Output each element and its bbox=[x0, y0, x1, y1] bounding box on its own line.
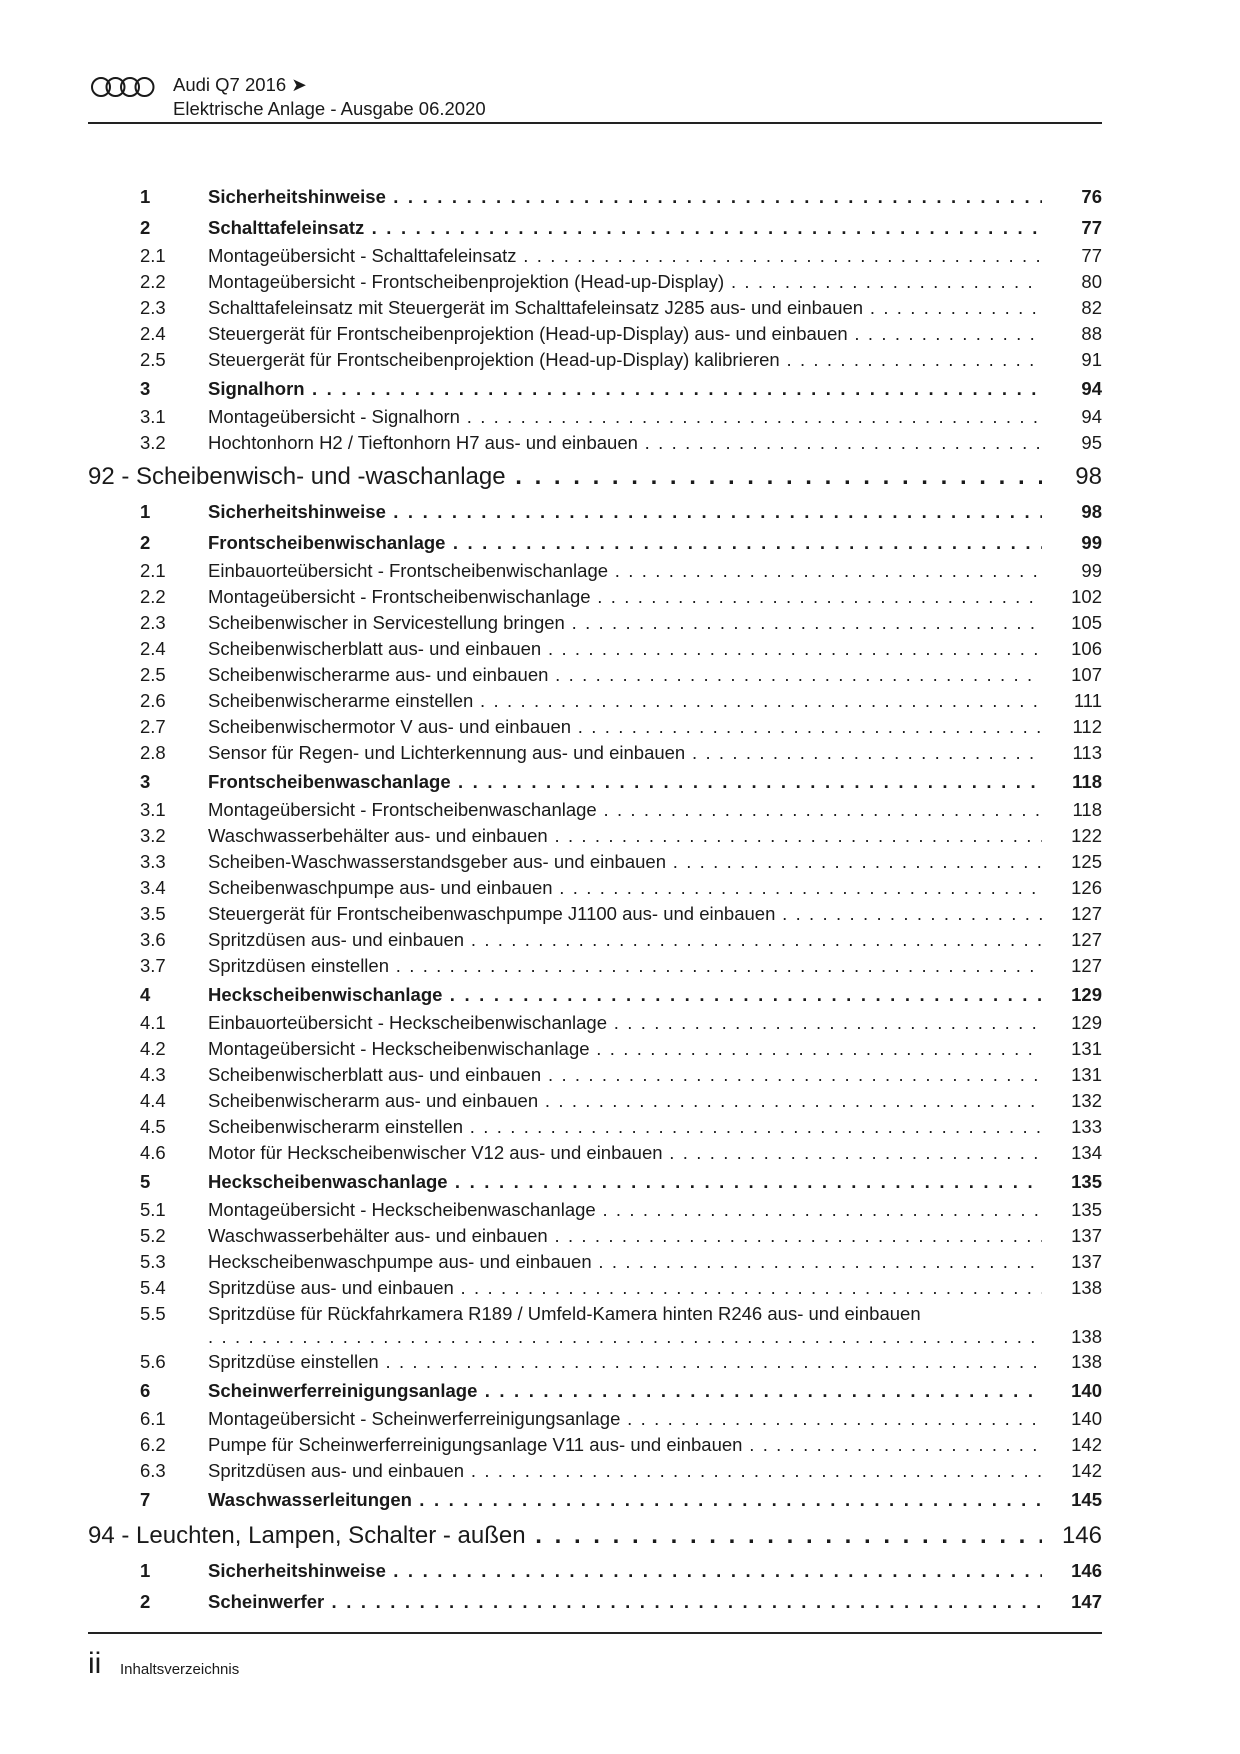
toc-entry-title: Scheibenwischer in Servicestellung bringen . . . bbox=[208, 612, 1042, 634]
toc-entry-number: 4.3 bbox=[140, 1064, 166, 1085]
toc-entry-title: Scheibenwischerarm aus- und einbauen . . . bbox=[208, 1090, 1042, 1112]
audi-rings-logo bbox=[90, 76, 156, 98]
toc-entry-page: 134 bbox=[1071, 1142, 1102, 1163]
footer-page-number: ii bbox=[88, 1647, 102, 1680]
toc-entry-row[interactable] bbox=[88, 609, 1102, 635]
toc-entry-page: 131 bbox=[1071, 1064, 1102, 1085]
toc-entry-page: 88 bbox=[1081, 323, 1102, 344]
toc-entry-row[interactable] bbox=[88, 952, 1102, 978]
toc-entry-number: 3.2 bbox=[140, 432, 166, 453]
toc-entry-number: 7 bbox=[140, 1489, 151, 1510]
toc-entry-page: 142 bbox=[1071, 1434, 1102, 1455]
toc-entry-page: 102 bbox=[1071, 586, 1102, 607]
toc-entry-title: Steuergerät für Frontscheibenwaschpumpe J1100 aus- und einbauen . . . bbox=[208, 903, 1042, 925]
toc-entry-title: Scheibenwischerarm einstellen . . . bbox=[208, 1116, 1042, 1138]
toc-entry-row[interactable] bbox=[88, 1113, 1102, 1139]
toc-entry-number: 5.3 bbox=[140, 1251, 166, 1272]
toc-entry-title: Heckscheibenwaschanlage . . . bbox=[208, 1171, 1042, 1193]
toc-entry-page: 133 bbox=[1071, 1116, 1102, 1137]
toc-entry-row[interactable] bbox=[88, 1300, 1102, 1348]
toc-entry-number: 3.1 bbox=[140, 406, 166, 427]
toc-entry-page: 137 bbox=[1071, 1251, 1102, 1272]
toc-entry-title: Scheibenwaschpumpe aus- und einbauen . . . bbox=[208, 877, 1042, 899]
toc-entry-number: 2.2 bbox=[140, 271, 166, 292]
toc-entry-title: Heckscheibenwischanlage . . . bbox=[208, 984, 1042, 1006]
table-of-contents bbox=[88, 180, 1102, 1616]
toc-entry-page: 98 bbox=[1075, 463, 1102, 490]
toc-entry-title: Scheibenwischerblatt aus- und einbauen . . . bbox=[208, 638, 1042, 660]
toc-entry-number: 2.1 bbox=[140, 560, 166, 581]
toc-entry-title: Hochtonhorn H2 / Tieftonhorn H7 aus- und einbauen . . . bbox=[208, 432, 1042, 454]
toc-entry-page: 118 bbox=[1072, 799, 1102, 820]
toc-entry-page: 135 bbox=[1071, 1171, 1102, 1192]
toc-entry-number: 2.3 bbox=[140, 612, 166, 633]
toc-entry-page: 99 bbox=[1081, 560, 1102, 581]
toc-entry-title: Scheinwerferreinigungsanlage . . . bbox=[208, 1380, 1042, 1402]
toc-entry-number: 6.3 bbox=[140, 1460, 166, 1481]
toc-entry-page: 82 bbox=[1081, 297, 1102, 318]
toc-entry-row[interactable] bbox=[88, 1061, 1102, 1087]
toc-entry-title: Motor für Heckscheibenwischer V12 aus- und einbauen . . . bbox=[208, 1142, 1042, 1164]
toc-entry-title: Spritzdüse für Rückfahrkamera R189 / Umfeld-Kamera hinten R246 aus- und einbauen bbox=[208, 1303, 921, 1324]
toc-entry-number: 5.6 bbox=[140, 1351, 166, 1372]
toc-entry-row[interactable] bbox=[88, 1165, 1102, 1196]
toc-entry-number: 2.3 bbox=[140, 297, 166, 318]
toc-entry-row[interactable] bbox=[88, 713, 1102, 739]
toc-entry-row[interactable] bbox=[88, 180, 1102, 211]
toc-entry-page: 76 bbox=[1081, 186, 1102, 207]
toc-entry-page: 142 bbox=[1071, 1460, 1102, 1481]
toc-entry-number: 3.5 bbox=[140, 903, 166, 924]
toc-entry-row[interactable] bbox=[88, 429, 1102, 455]
toc-entry-number: 3 bbox=[140, 378, 151, 399]
toc-entry-page: 94 bbox=[1081, 406, 1102, 427]
toc-entry-number: 3.4 bbox=[140, 877, 166, 898]
toc-entry-row[interactable] bbox=[88, 1009, 1102, 1035]
toc-entry-number: 2.5 bbox=[140, 664, 166, 685]
toc-entry-title: 94 - Leuchten, Lampen, Schalter - außen . . . bbox=[88, 1522, 1042, 1550]
toc-entry-page: 80 bbox=[1081, 271, 1102, 292]
toc-entry-number: 2.5 bbox=[140, 349, 166, 370]
toc-entry-number: 2.6 bbox=[140, 690, 166, 711]
toc-entry-number: 3.3 bbox=[140, 851, 166, 872]
toc-entry-page: 105 bbox=[1071, 612, 1102, 633]
toc-entry-title: Spritzdüsen aus- und einbauen . . . bbox=[208, 1460, 1042, 1482]
toc-entry-row[interactable] bbox=[88, 583, 1102, 609]
toc-entry-title: Montageübersicht - Frontscheibenprojektion (Head-up-Display) . . . bbox=[208, 271, 1042, 293]
toc-entry-title: Spritzdüsen aus- und einbauen . . . bbox=[208, 929, 1042, 951]
toc-entry-page: 138 bbox=[1071, 1277, 1102, 1298]
toc-entry-title: Scheibenwischerarme einstellen . . . bbox=[208, 690, 1042, 712]
toc-entry-title: Scheiben-Waschwasserstandsgeber aus- und einbauen . . . bbox=[208, 851, 1042, 873]
toc-entry-title: Frontscheibenwischanlage . . . bbox=[208, 532, 1042, 554]
toc-entry-page: 140 bbox=[1071, 1408, 1102, 1429]
toc-entry-row[interactable] bbox=[88, 211, 1102, 242]
toc-entry-row[interactable] bbox=[88, 635, 1102, 661]
toc-entry-number: 5.1 bbox=[140, 1199, 166, 1220]
document-subtitle: Elektrische Anlage - Ausgabe 06.2020 bbox=[173, 98, 486, 119]
toc-entry-row[interactable] bbox=[88, 1196, 1102, 1222]
toc-entry-page: 118 bbox=[1072, 771, 1102, 792]
toc-entry-row[interactable] bbox=[88, 294, 1102, 320]
footer-divider bbox=[88, 1632, 1102, 1634]
toc-entry-row[interactable] bbox=[88, 687, 1102, 713]
toc-entry-row[interactable] bbox=[88, 1405, 1102, 1431]
toc-entry-page: 112 bbox=[1072, 716, 1102, 737]
toc-entry-number: 4.2 bbox=[140, 1038, 166, 1059]
toc-entry-row[interactable] bbox=[88, 1431, 1102, 1457]
toc-entry-title: Steuergerät für Frontscheibenprojektion (Head-up-Display) aus- und einbauen . . . bbox=[208, 323, 1042, 345]
toc-entry-number: 2.4 bbox=[140, 323, 166, 344]
toc-entry-number: 4.5 bbox=[140, 1116, 166, 1137]
toc-entry-number: 4.1 bbox=[140, 1012, 166, 1033]
toc-entry-page: 146 bbox=[1061, 1522, 1102, 1549]
toc-entry-page: 127 bbox=[1071, 955, 1102, 976]
toc-entry-number: 3.6 bbox=[140, 929, 166, 950]
toc-entry-title: Spritzdüsen einstellen . . . bbox=[208, 955, 1042, 977]
toc-entry-page: 98 bbox=[1081, 501, 1102, 522]
toc-entry-page: 126 bbox=[1071, 877, 1102, 898]
toc-entry-page: 127 bbox=[1071, 903, 1102, 924]
toc-entry-page: 129 bbox=[1071, 1012, 1102, 1033]
toc-entry-title: Montageübersicht - Signalhorn . . . bbox=[208, 406, 1042, 428]
toc-entry-number: 6.2 bbox=[140, 1434, 166, 1455]
toc-entry-page: 91 bbox=[1081, 349, 1102, 370]
toc-entry-page: 140 bbox=[1071, 1380, 1102, 1401]
toc-entry-row[interactable] bbox=[88, 739, 1102, 765]
toc-entry-title: Einbauorteübersicht - Frontscheibenwischanlage . . . bbox=[208, 560, 1042, 582]
toc-entry-number: 5.5 bbox=[140, 1303, 166, 1324]
toc-entry-page: 138 bbox=[1071, 1326, 1102, 1347]
toc-entry-number: 3 bbox=[140, 771, 151, 792]
page-header bbox=[88, 72, 1102, 124]
toc-entry-page: 122 bbox=[1071, 825, 1102, 846]
toc-entry-number: 5 bbox=[140, 1171, 151, 1192]
toc-entry-number: 4.6 bbox=[140, 1142, 166, 1163]
toc-entry-page: 77 bbox=[1081, 245, 1102, 266]
toc-entry-title: Frontscheibenwaschanlage . . . bbox=[208, 771, 1042, 793]
toc-entry-row[interactable] bbox=[88, 320, 1102, 346]
toc-entry-row[interactable] bbox=[88, 1457, 1102, 1483]
toc-entry-row[interactable] bbox=[88, 1248, 1102, 1274]
toc-entry-number: 6 bbox=[140, 1380, 151, 1401]
toc-entry-title: Signalhorn . . . bbox=[208, 378, 1042, 400]
toc-entry-row[interactable] bbox=[88, 526, 1102, 557]
toc-entry-title: Heckscheibenwaschpumpe aus- und einbauen . . . bbox=[208, 1251, 1042, 1273]
toc-entry-number: 2 bbox=[140, 1591, 151, 1612]
toc-entry-title: Schalttafeleinsatz mit Steuergerät im Schalttafeleinsatz J285 aus- und einbauen . . . bbox=[208, 297, 1042, 319]
toc-entry-row[interactable] bbox=[88, 1554, 1102, 1585]
toc-entry-title: Montageübersicht - Heckscheibenwischanlage . . . bbox=[208, 1038, 1042, 1060]
toc-entry-number: 4 bbox=[140, 984, 151, 1005]
toc-entry-title: Montageübersicht - Frontscheibenwaschanlage . . . bbox=[208, 799, 1042, 821]
toc-entry-number: 2.4 bbox=[140, 638, 166, 659]
toc-entry-title: Sicherheitshinweise . . . bbox=[208, 501, 1042, 523]
toc-entry-number: 6.1 bbox=[140, 1408, 166, 1429]
toc-entry-page: 131 bbox=[1071, 1038, 1102, 1059]
toc-entry-number: 5.2 bbox=[140, 1225, 166, 1246]
toc-entry-number: 4.4 bbox=[140, 1090, 166, 1111]
toc-entry-row[interactable] bbox=[88, 1348, 1102, 1374]
document-brand: Audi Q7 2016 ➤ bbox=[173, 74, 307, 95]
toc-entry-title: Sicherheitshinweise . . . bbox=[208, 186, 1042, 208]
toc-entry-row[interactable] bbox=[88, 242, 1102, 268]
toc-entry-row[interactable] bbox=[88, 1374, 1102, 1405]
toc-entry-title: Spritzdüse einstellen . . . bbox=[208, 1351, 1042, 1373]
toc-entry-title: Waschwasserleitungen . . . bbox=[208, 1489, 1042, 1511]
toc-entry-number: 3.2 bbox=[140, 825, 166, 846]
toc-entry-title: Spritzdüse aus- und einbauen . . . bbox=[208, 1277, 1042, 1299]
toc-entry-page: 94 bbox=[1081, 378, 1102, 399]
toc-entry-title: Einbauorteübersicht - Heckscheibenwischanlage . . . bbox=[208, 1012, 1042, 1034]
toc-entry-title: Steuergerät für Frontscheibenprojektion (Head-up-Display) kalibrieren . . . bbox=[208, 349, 1042, 371]
toc-entry-number: 2.7 bbox=[140, 716, 166, 737]
toc-entry-title: Montageübersicht - Scheinwerferreinigungsanlage . . . bbox=[208, 1408, 1042, 1430]
toc-entry-page: 137 bbox=[1071, 1225, 1102, 1246]
toc-entry-number: 2 bbox=[140, 532, 151, 553]
toc-entry-page: 135 bbox=[1071, 1199, 1102, 1220]
toc-entry-row[interactable] bbox=[88, 403, 1102, 429]
toc-entry-row[interactable] bbox=[88, 1035, 1102, 1061]
toc-entry-row[interactable] bbox=[88, 978, 1102, 1009]
toc-entry-row[interactable] bbox=[88, 848, 1102, 874]
toc-entry-row[interactable] bbox=[88, 900, 1102, 926]
toc-entry-row[interactable] bbox=[88, 1222, 1102, 1248]
toc-entry-title: Schalttafeleinsatz . . . bbox=[208, 217, 1042, 239]
toc-entry-title: Montageübersicht - Frontscheibenwischanlage . . . bbox=[208, 586, 1042, 608]
toc-entry-title: Scheibenwischermotor V aus- und einbauen . . . bbox=[208, 716, 1042, 738]
toc-entry-number: 5.4 bbox=[140, 1277, 166, 1298]
toc-entry-number: 2.2 bbox=[140, 586, 166, 607]
toc-chapter-row[interactable] bbox=[88, 455, 1102, 495]
toc-entry-row[interactable] bbox=[88, 765, 1102, 796]
toc-entry-page: 77 bbox=[1081, 217, 1102, 238]
toc-entry-number: 1 bbox=[140, 186, 151, 207]
toc-entry-number: 1 bbox=[140, 1560, 151, 1581]
toc-entry-title: Montageübersicht - Heckscheibenwaschanlage . . . bbox=[208, 1199, 1042, 1221]
toc-entry-row[interactable] bbox=[88, 1585, 1102, 1616]
toc-entry-page: 125 bbox=[1071, 851, 1102, 872]
toc-entry-row[interactable] bbox=[88, 661, 1102, 687]
toc-entry-title: Scheibenwischerblatt aus- und einbauen . . . bbox=[208, 1064, 1042, 1086]
toc-entry-title: Sicherheitshinweise . . . bbox=[208, 1560, 1042, 1582]
toc-entry-page: 113 bbox=[1072, 742, 1102, 763]
toc-entry-title: Scheinwerfer . . . bbox=[208, 1591, 1042, 1613]
toc-entry-page: 145 bbox=[1071, 1489, 1102, 1510]
toc-entry-title: Scheibenwischerarme aus- und einbauen . . . bbox=[208, 664, 1042, 686]
toc-entry-page: 146 bbox=[1071, 1560, 1102, 1581]
toc-entry-row[interactable] bbox=[88, 268, 1102, 294]
toc-entry-title: 92 - Scheibenwisch- und -waschanlage . . . bbox=[88, 463, 1042, 491]
toc-entry-title: Sensor für Regen- und Lichterkennung aus- und einbauen . . . bbox=[208, 742, 1042, 764]
toc-entry-page: 111 bbox=[1073, 690, 1102, 711]
toc-entry-title: Waschwasserbehälter aus- und einbauen . . . bbox=[208, 1225, 1042, 1247]
toc-entry-row[interactable] bbox=[88, 1274, 1102, 1300]
toc-entry-number: 3.7 bbox=[140, 955, 166, 976]
toc-entry-number: 2 bbox=[140, 217, 151, 238]
toc-entry-page: 127 bbox=[1071, 929, 1102, 950]
toc-entry-page: 147 bbox=[1071, 1591, 1102, 1612]
toc-entry-page: 138 bbox=[1071, 1351, 1102, 1372]
toc-entry-page: 132 bbox=[1071, 1090, 1102, 1111]
toc-entry-row[interactable] bbox=[88, 822, 1102, 848]
toc-entry-page: 106 bbox=[1071, 638, 1102, 659]
toc-entry-row[interactable] bbox=[88, 346, 1102, 372]
toc-entry-number: 1 bbox=[140, 501, 151, 522]
toc-entry-row[interactable] bbox=[88, 1483, 1102, 1514]
toc-entry-row[interactable] bbox=[88, 495, 1102, 526]
toc-entry-title: Montageübersicht - Schalttafeleinsatz . . . bbox=[208, 245, 1042, 267]
toc-entry-page: 107 bbox=[1071, 664, 1102, 685]
toc-entry-title: Waschwasserbehälter aus- und einbauen . . . bbox=[208, 825, 1042, 847]
toc-entry-page: 95 bbox=[1081, 432, 1102, 453]
toc-entry-row[interactable] bbox=[88, 926, 1102, 952]
toc-entry-row[interactable] bbox=[88, 372, 1102, 403]
toc-entry-number: 2.1 bbox=[140, 245, 166, 266]
toc-entry-row[interactable] bbox=[88, 874, 1102, 900]
toc-entry-number: 2.8 bbox=[140, 742, 166, 763]
toc-entry-row[interactable] bbox=[88, 796, 1102, 822]
footer-label: Inhaltsverzeichnis bbox=[120, 1661, 240, 1678]
toc-entry-row[interactable] bbox=[88, 1139, 1102, 1165]
toc-chapter-row[interactable] bbox=[88, 1514, 1102, 1554]
toc-entry-number: 3.1 bbox=[140, 799, 166, 820]
toc-entry-title: Pumpe für Scheinwerferreinigungsanlage V11 aus- und einbauen . . . bbox=[208, 1434, 1042, 1456]
toc-leader-dots bbox=[208, 1326, 1042, 1348]
toc-entry-row[interactable] bbox=[88, 1087, 1102, 1113]
toc-entry-page: 129 bbox=[1071, 984, 1102, 1005]
toc-entry-row[interactable] bbox=[88, 557, 1102, 583]
toc-entry-page: 99 bbox=[1081, 532, 1102, 553]
